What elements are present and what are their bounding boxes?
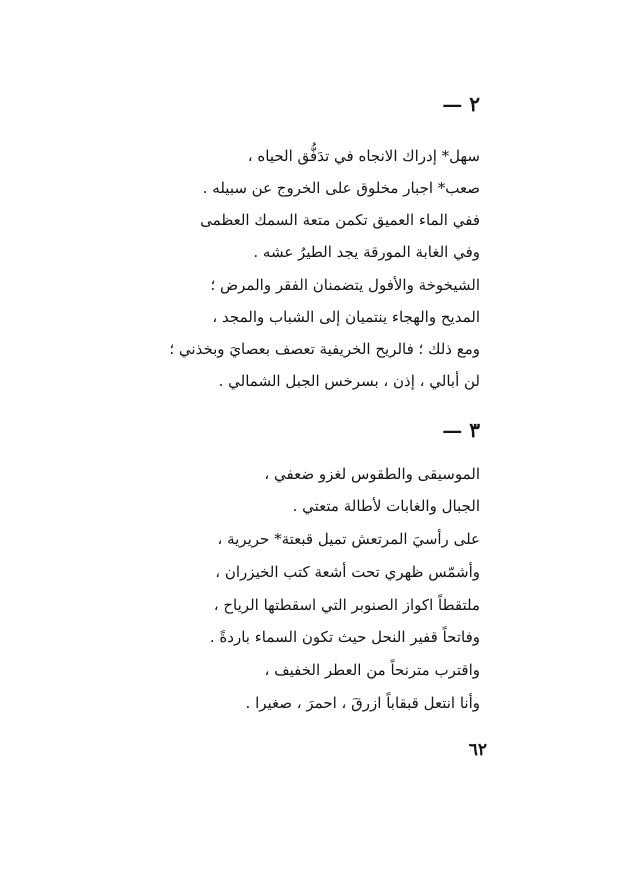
section-3-number: ٣ —: [442, 418, 480, 442]
section-3-line-7: واقترب مترنحاً من العطر الخفيف ،: [264, 661, 480, 679]
section-2-line-7: ومع ذلك ؛ فالريح الخريفية تعصف بعصايَ وبخذني ؛: [169, 340, 480, 358]
section-2-number: ٢ —: [442, 92, 480, 116]
page-number: ٦٢: [468, 740, 487, 760]
section-2-line-5: الشيخوخة والأفول يتضمنان الفقر والمرض ؛: [210, 276, 480, 294]
section-3-line-2: الجبال والغابات لأطالة متعتي .: [292, 497, 480, 515]
section-2-line-2: صعب* اجبار مخلوق على الخروج عن سبيله .: [202, 179, 480, 197]
section-2-line-1: سهل* إدراك الانجاه في تدَفُّق الحياه ،: [247, 147, 480, 165]
section-3-line-1: الموسيقى والطقوس لغزو ضعفي ،: [264, 465, 480, 483]
section-3-line-6: وفاتحاً قفير النحل حيث تكون السماء باردةً .: [209, 628, 480, 646]
section-3-line-5: ملتقطاً اكواز الصنوبر التي اسقطتها الرياح ،: [213, 596, 480, 614]
section-2-line-6: المديح والهجاء ينتميان إلى الشباب والمجد ،: [212, 308, 480, 326]
section-3-line-3: على رأسيَ المرتعش تميل قبعتة* حريرية ،: [217, 530, 480, 548]
section-2-line-8: لن أبالي ، إذن ، بسرخس الجبل الشمالي .: [218, 372, 480, 390]
section-3-line-8: وأنا انتعل قبقاباً ازرقَ ، احمرَ ، صغيرا .: [245, 694, 480, 712]
section-3-line-4: وأشمّس ظهري تحت أشعة كتب الخيزران ،: [215, 563, 480, 581]
section-2-line-3: ففي الماء العميق تكمن متعة السمك العظمى: [200, 211, 480, 229]
section-2-line-4: وفي الغابة المورقة يجد الطيرُ عشه .: [253, 243, 480, 261]
